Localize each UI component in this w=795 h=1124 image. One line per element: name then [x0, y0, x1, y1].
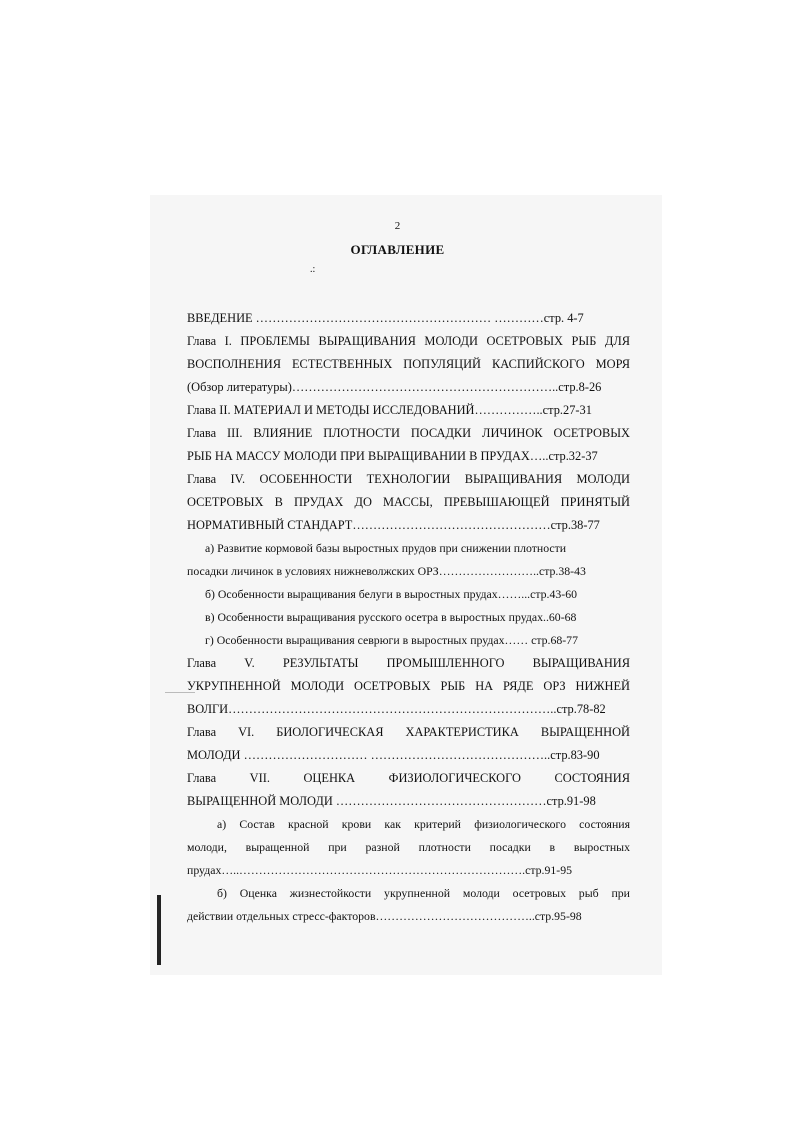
toc-line: Глава V. РЕЗУЛЬТАТЫ ПРОМЫШЛЕННОГО ВЫРАЩИВАНИЯ [187, 656, 630, 670]
toc-line: а) Развитие кормовой базы выростных прудов при снижении плотности [205, 541, 567, 555]
toc-line: действии отдельных стресс-факторов…………………………………..стр.95-98 [187, 909, 582, 923]
toc-line: посадки личинок в условиях нижневолжских ОРЗ……………………..стр.38-43 [187, 564, 586, 578]
toc-line: Глава I. ПРОБЛЕМЫ ВЫРАЩИВАНИЯ МОЛОДИ ОСЕТРОВЫХ РЫБ ДЛЯ [187, 334, 630, 348]
scan-speck: .: [310, 264, 316, 275]
toc-line: ВЫРАЩЕННОЙ МОЛОДИ ……………………………………………стр.91-98 [187, 794, 596, 808]
toc-line: б) Особенности выращивания белуги в выростных прудах……...стр.43-60 [205, 587, 578, 601]
toc-line: ВВЕДЕНИЕ ………………………………………………… …………стр. 4-7 [187, 311, 584, 325]
toc-line: МОЛОДИ ………………………… ……………………………………..стр.83-90 [187, 748, 600, 762]
toc-line: в) Особенности выращивания русского осетра в выростных прудах..60-68 [205, 610, 577, 624]
toc-line: Глава II. МАТЕРИАЛ И МЕТОДЫ ИССЛЕДОВАНИЙ……………..стр.27-31 [187, 403, 592, 417]
toc-line: Глава VI. БИОЛОГИЧЕСКАЯ ХАРАКТЕРИСТИКА ВЫРАЩЕННОЙ [187, 725, 630, 739]
toc-line: б) Оценка жизнестойкости укрупненной молоди осетровых рыб при [217, 886, 630, 900]
table-of-contents [187, 307, 630, 928]
toc-line: НОРМАТИВНЫЙ СТАНДАРТ…………………………………………стр.38-77 [187, 518, 600, 532]
toc-line: РЫБ НА МАССУ МОЛОДИ ПРИ ВЫРАЩИВАНИИ В ПРУДАХ…..стр.32-37 [187, 449, 598, 463]
toc-line: УКРУПНЕННОЙ МОЛОДИ ОСЕТРОВЫХ РЫБ НА РЯДЕ ОРЗ НИЖНЕЙ [187, 679, 630, 693]
toc-line: Глава VII. ОЦЕНКА ФИЗИОЛОГИЧЕСКОГО СОСТОЯНИЯ [187, 771, 630, 785]
toc-line: молоди, выращенной при разной плотности посадки в выростных [187, 840, 630, 854]
toc-line: ВОСПОЛНЕНИЯ ЕСТЕСТВЕННЫХ ПОПУЛЯЦИЙ КАСПИЙСКОГО МОРЯ [187, 357, 630, 371]
toc-line: прудах…..……………………………………………………………….стр.91-95 [187, 863, 573, 877]
page-title: ОГЛАВЛЕНИЕ [350, 242, 445, 257]
page-number: 2 [394, 220, 401, 232]
toc-line: (Обзор литературы)………………………………………………………..стр.8-26 [187, 380, 602, 394]
scan-edge-shadow [157, 895, 161, 965]
toc-line: г) Особенности выращивания севрюги в выростных прудах…… стр.68-77 [205, 633, 578, 647]
toc-line: ВОЛГИ……………………………………………………………………..стр.78-82 [187, 702, 606, 716]
toc-line: Глава III. ВЛИЯНИЕ ПЛОТНОСТИ ПОСАДКИ ЛИЧИНОК ОСЕТРОВЫХ [187, 426, 630, 440]
toc-line: ОСЕТРОВЫХ В ПРУДАХ ДО МАССЫ, ПРЕВЫШАЮЩЕЙ ПРИНЯТЫЙ [187, 495, 630, 509]
toc-line: а) Состав красной крови как критерий физиологического состояния [217, 817, 630, 831]
toc-line: Глава IV. ОСОБЕННОСТИ ТЕХНОЛОГИИ ВЫРАЩИВАНИЯ МОЛОДИ [187, 472, 630, 486]
